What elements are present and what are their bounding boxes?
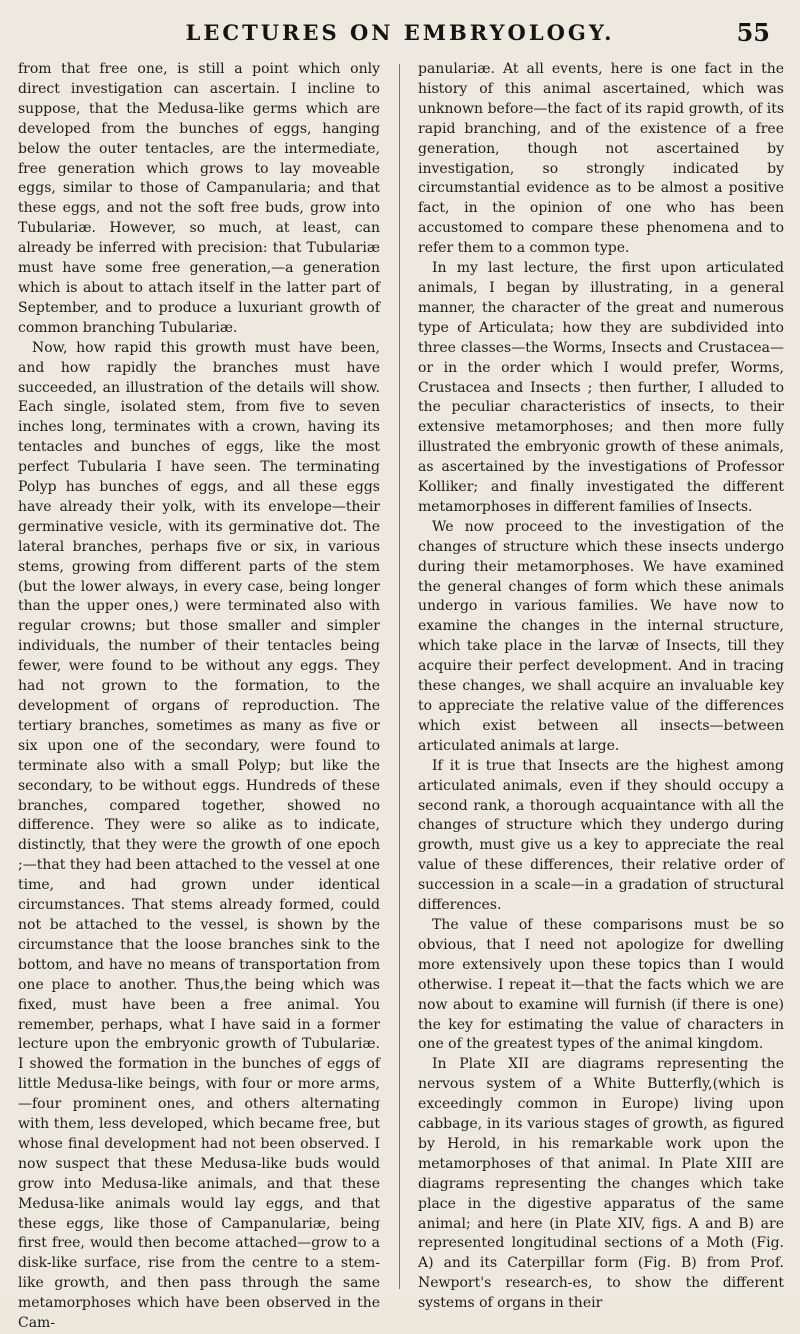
paragraph: from that free one, is still a point which only direct investigation can ascertain. I incline to suppose, that the Medusa-like germs which are developed from the bunches of eggs, hanging below the outer tentacles, are the intermediate, free generation which grows to lay moveable eggs, similar to those of Campanularia; and that these eggs, and not the soft free buds, grow into Tubulariæ. However, so much, at least, can already be inferred with precision: that Tubulariæ must have some free generation,—a generation which is about to attach itself in the latter part of September, and to produce a luxuriant growth of common branching Tubulariæ. (18, 61, 380, 336)
running-title: LECTURES ON EMBRYOLOGY. (185, 20, 615, 45)
page-number: 55 (736, 18, 770, 47)
paragraph: We now proceed to the investigation of the changes of structure which these insects undergo during their metamorphoses. We have examined the general changes of form which these animals undergo in various families. We have now to examine the changes in the internal structure, which take place in the larvæ of Insects, till they acquire their perfect development. And in tracing these changes, we shall acquire an invaluable key to appreciate the relative value of the differences which exist between all insects—between articulated animals at large. (418, 518, 784, 754)
running-head (0, 18, 800, 58)
left-column (18, 60, 380, 1334)
paragraph: If it is true that Insects are the highest among articulated animals, even if they should occupy a second rank, a thorough acquaintance with all the changes of structure which they undergo during growth, must give us a key to appreciate the real value of these differences, their relative order of succession in a scale—in a gradation of structural differences. (418, 757, 784, 914)
right-column (418, 60, 784, 1314)
column-divider (399, 64, 400, 1289)
paragraph: The value of these comparisons must be so obvious, that I need not apologize for dwelling more extensively upon these topics than I would otherwise. I repeat it—that the facts which we are now about to examine will furnish (if there is one) the key for estimating the value of characters in one of the greatest types of the animal kingdom. (418, 916, 784, 1053)
paragraph: Now, how rapid this growth must have been, and how rapidly the branches must have succeeded, an illustration of the details will show. Each single, isolated stem, from five to seven inches long, terminates with a crown, having its tentacles and bunches of eggs, like the most perfect Tubularia I have seen. The terminating Polyp has bunches of eggs, and all these eggs have already their yolk, with its envelope—their germinative vesicle, with its germinative dot. The lateral branches, perhaps five or six, in various stems, growing from different parts of the stem (but the lower always, in every case, being longer than the upper ones,) were terminated also with regular crowns; but those smaller and simpler individuals, the number of their tentacles being fewer, were found to be without any eggs. They had not grown to the formation, to the development of organs of reproduction. The tertiary branches, sometimes as many as five or six upon one of the secondary, were found to terminate also with a small Polyp; but like the secondary, to be without eggs. Hundreds of these branches, compared together, showed no difference. They were so alike as to indicate, distinctly, that they were the growth of one epoch ;—that they had been attached to the vessel at one time, and had grown under identical circumstances. That stems already formed, could not be attached to the vessel, is shown by the circumstance that the loose branches sink to the bottom, and have no means of transportation from one place to another. Thus,the being which was fixed, must have been a free animal. You remember, perhaps, what I have said in a former lecture upon the embryonic growth of Tubulariæ. I showed the formation in the bunches of eggs of little Medusa-like beings, with four or more arms, —four prominent ones, and others alternating with them, less developed, which became free, but whose final development had not been observed. I now suspect that these Medusa-like buds would grow into Medusa-like animals, and that these Medusa-like animals would lay eggs, and that these eggs, like those of Campanulariæ, being first free, would then become attached—grow to a disk-like surface, rise from the centre to a stem-like growth, and then pass through the same metamorphoses which have been observed in the Cam- (18, 339, 380, 1332)
paragraph: panulariæ. At all events, here is one fact in the history of this animal ascertained, which was unknown before—the fact of its rapid growth, of its rapid branching, and of the existence of a free generation, though not ascertained by investigation, so strongly indicated by circumstantial evidence as to be almost a positive fact, in the opinion of one who has been accustomed to compare these phenomena and to refer them to a common type. (418, 61, 784, 257)
paragraph: In my last lecture, the first upon articulated animals, I began by illustrating, in a general manner, the character of the great and numerous type of Articulata; how they are subdivided into three classes—the Worms, Insects and Crustacea—or in the order which I would prefer, Worms, Crustacea and Insects ; then further, I alluded to the peculiar characteristics of insects, to their extensive metamorphoses; and then more fully illustrated the embryonic growth of these animals, as ascertained by the investigations of Professor Kolliker; and finally investigated the different metamorphoses in different families of Insects. (418, 260, 784, 515)
paragraph: In Plate XII are diagrams representing the nervous system of a White Butterfly,(which is exceedingly common in Europe) living upon cabbage, in its various stages of growth, as figured by Herold, in his remarkable work upon the metamorphoses of that animal. In Plate XIII are diagrams representing the changes which take place in the digestive apparatus of the same animal; and here (in Plate XIV, figs. A and B) are represented longitudinal sections of a Moth (Fig. A) and its Caterpillar form (Fig. B) from Prof. Newport's research-es, to show the different systems of organs in their (418, 1056, 784, 1312)
